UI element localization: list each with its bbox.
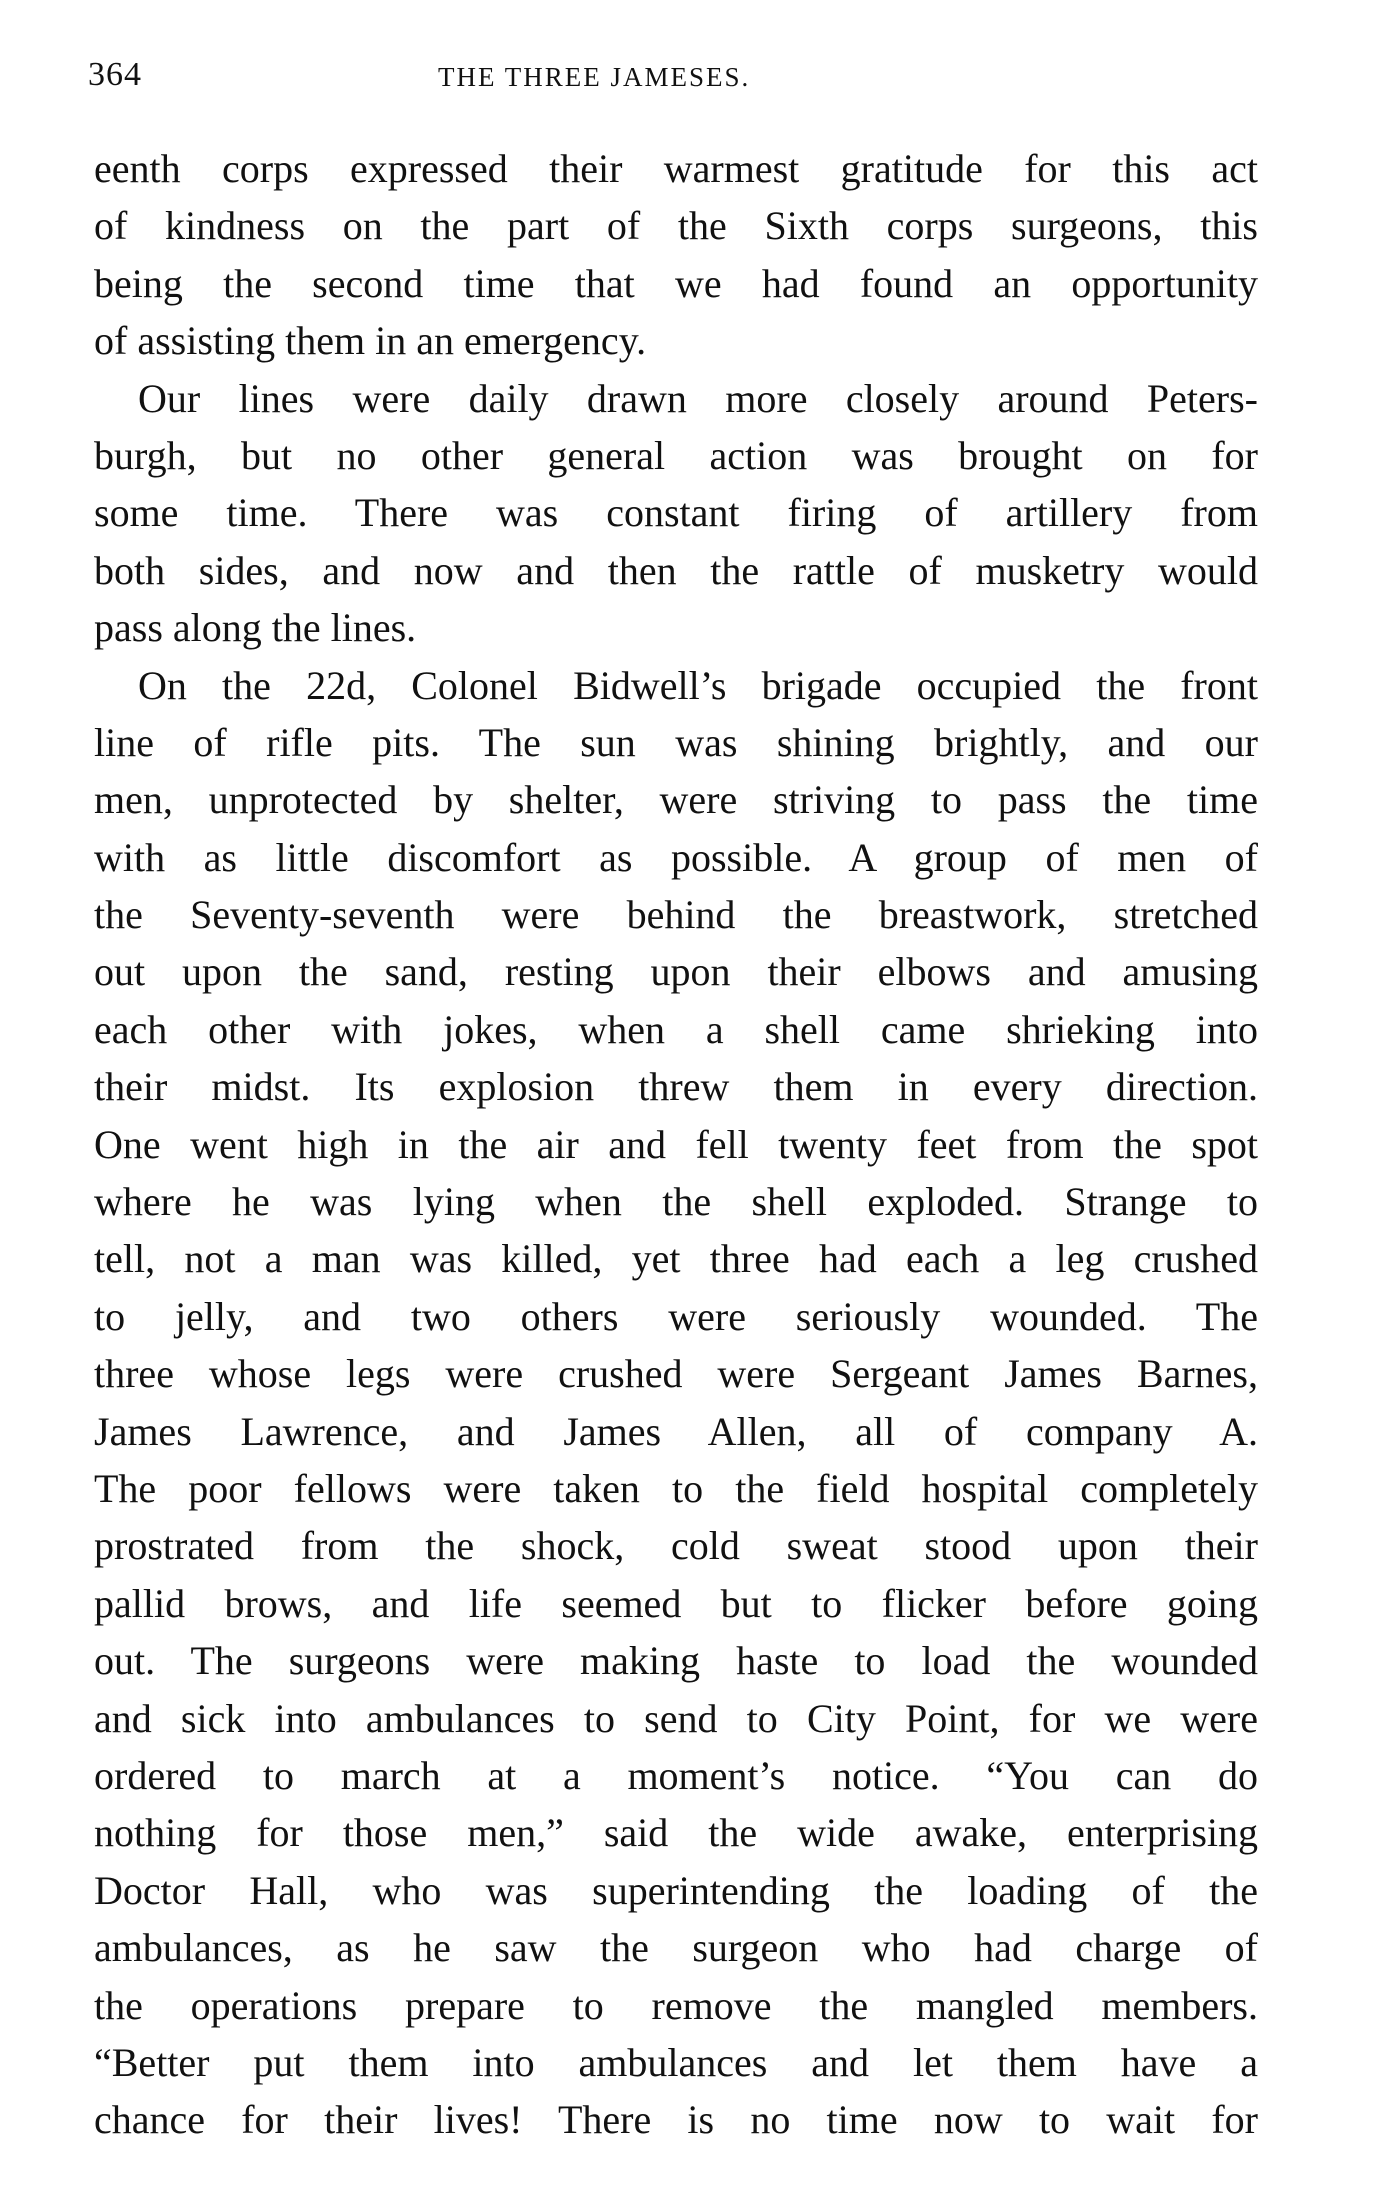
running-head <box>88 56 1258 106</box>
text-line: each other with jokes, when a shell came shrieking into <box>94 1006 1258 1052</box>
text-line: burgh, but no other general action was brought on for <box>94 432 1258 478</box>
text-line: tell, not a man was killed, yet three had each a leg crushed <box>94 1236 1258 1282</box>
text-line: the operations prepare to remove the mangled members. <box>94 1982 1258 2028</box>
text-line: both sides, and now and then the rattle of musketry would <box>94 547 1258 593</box>
text-line: of assisting them in an emergency. <box>94 318 647 364</box>
text-line: and sick into ambulances to send to City Point, for we were <box>94 1695 1258 1741</box>
text-line: “Better put them into ambulances and let them have a <box>94 2039 1258 2085</box>
text-line: line of rifle pits. The sun was shining brightly, and our <box>94 719 1258 765</box>
text-line: pallid brows, and life seemed but to flicker before going <box>94 1580 1258 1626</box>
text-line: The poor fellows were taken to the field hospital completely <box>94 1465 1258 1511</box>
text-line: some time. There was constant firing of artillery from <box>94 490 1258 536</box>
text-line: prostrated from the shock, cold sweat stood upon their <box>94 1523 1258 1569</box>
text-line: James Lawrence, and James Allen, all of company A. <box>94 1408 1258 1454</box>
text-line: with as little discomfort as possible. A group of men of <box>94 834 1258 880</box>
running-title: THE THREE JAMESES. <box>438 62 751 92</box>
body-text <box>94 140 1258 2149</box>
text-line: ambulances, as he saw the surgeon who had charge of <box>94 1925 1258 1971</box>
text-line: three whose legs were crushed were Sergeant James Barnes, <box>94 1351 1258 1397</box>
paragraph-first-line: Our lines were daily drawn more closely around Peters- <box>138 375 1258 421</box>
text-line: ordered to march at a moment’s notice. “You can do <box>94 1752 1258 1798</box>
text-line: of kindness on the part of the Sixth corps surgeons, this <box>94 203 1258 249</box>
text-line: Doctor Hall, who was superintending the loading of the <box>94 1867 1258 1913</box>
text-line: pass along the lines. <box>94 605 417 651</box>
text-line: where he was lying when the shell exploded. Strange to <box>94 1179 1258 1225</box>
paragraph-first-line: On the 22d, Colonel Bidwell’s brigade occupied the front <box>138 662 1258 708</box>
text-line: out upon the sand, resting upon their elbows and amusing <box>94 949 1258 995</box>
text-line: their midst. Its explosion threw them in every direction. <box>94 1064 1258 1110</box>
text-line: men, unprotected by shelter, were striving to pass the time <box>94 777 1258 823</box>
text-line: being the second time that we had found an opportunity <box>94 260 1258 306</box>
page-number: 364 <box>88 56 142 93</box>
text-line: nothing for those men,” said the wide awake, enterprising <box>94 1810 1258 1856</box>
text-line: the Seventy-seventh were behind the breastwork, stretched <box>94 892 1258 938</box>
text-line: One went high in the air and fell twenty feet from the spot <box>94 1121 1258 1167</box>
text-line: eenth corps expressed their warmest gratitude for this act <box>94 146 1258 191</box>
text-line: to jelly, and two others were seriously wounded. The <box>94 1293 1258 1339</box>
text-line: out. The surgeons were making haste to load the wounded <box>94 1638 1258 1684</box>
text-line: chance for their lives! There is no time now to wait for <box>94 2097 1258 2143</box>
